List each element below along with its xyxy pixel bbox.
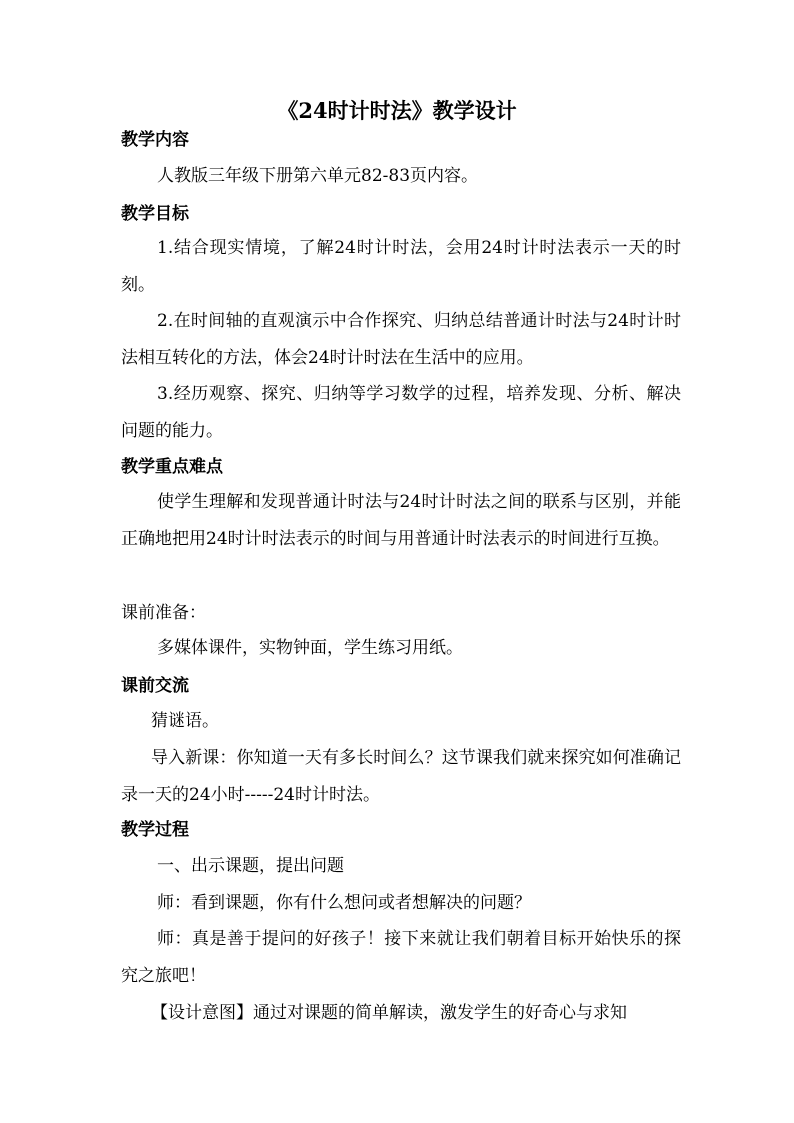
paragraph-riddle: 猜谜语。 [151,711,219,731]
paragraph-design-intent: 【设计意图】通过对课题的简单解读，激发学生的好奇心与求知 [151,1003,627,1023]
paragraph-key-points: 使学生理解和发现普通计时法与24时计时法之间的联系与区别，并能正确地把用24时计时法表示的时间与用普通计时法表示的时间进行互换。 [121,492,681,549]
heading-preparation: 课前准备： [121,603,206,623]
paragraph-preparation: 多媒体课件，实物钟面，学生练习用纸。 [157,638,463,658]
paragraph-goal-3: 3.经历观察、探究、归纳等学习数学的过程，培养发现、分析、解决问题的能力。 [121,384,681,441]
paragraph-teacher-question: 师：看到课题，你有什么想问或者想解决的问题？ [157,893,531,913]
paragraph-goal-2: 2.在时间轴的直观演示中合作探究、归纳总结普通计时法与24时计时法相互转化的方法，体会24时计时法在生活中的应用。 [121,311,681,368]
heading-pre-class-exchange: 课前交流 [121,676,189,696]
paragraph-goal-1: 1.结合现实情境，了解24时计时法，会用24时计时法表示一天的时刻。 [121,238,681,295]
paragraph-teaching-content: 人教版三年级下册第六单元82-83页内容。 [157,166,479,186]
heading-teaching-goals: 教学目标 [121,204,189,224]
paragraph-teacher-praise: 师：真是善于提问的好孩子！接下来就让我们朝着目标开始快乐的探究之旅吧！ [121,929,681,986]
heading-teaching-content: 教学内容 [121,130,189,150]
document-title: 《24时计时法》教学设计 [277,98,517,123]
paragraph-process-step-1: 一、出示课题，提出问题 [157,856,344,876]
paragraph-introduction: 导入新课：你知道一天有多长时间么？这节课我们就来探究如何准确记录一天的24小时-----24时计时法。 [121,748,681,805]
heading-key-points: 教学重点难点 [121,457,223,477]
heading-teaching-process: 教学过程 [121,820,189,840]
